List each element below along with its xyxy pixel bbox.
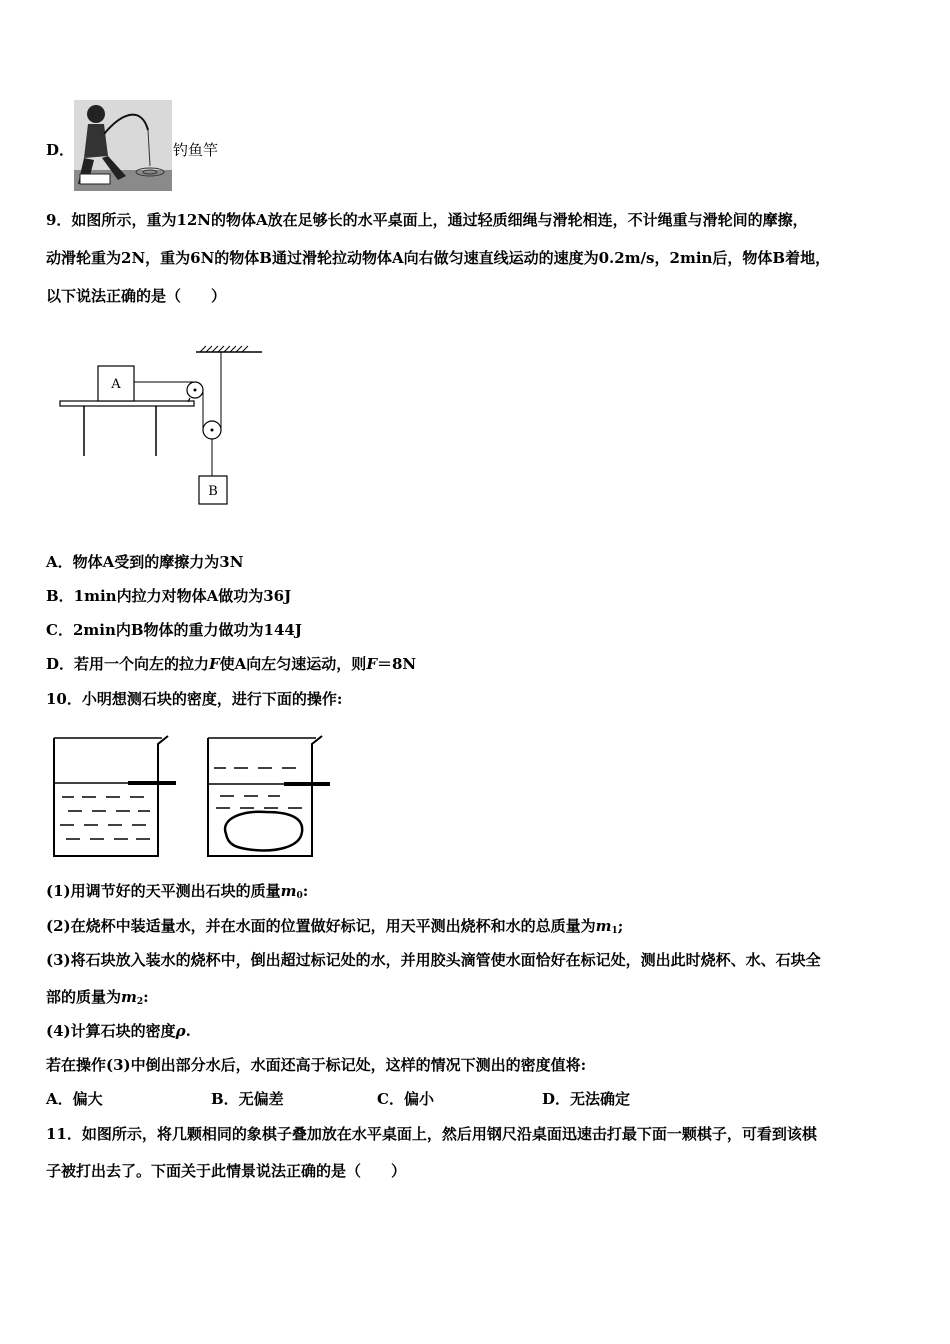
q10-step3-line1: (3)将石块放入装水的烧杯中，倒出超过标记处的水，并用胶头滴管使水面恰好在标记处，测出此时烧杯、水、石块全 (46, 951, 821, 969)
q10-step1-end: : (302, 882, 309, 900)
q10-step2-end: ; (617, 917, 624, 935)
q9-stem-line1: 9．如图所示，重为12N的物体A放在足够长的水平桌面上，通过轻质细绳与滑轮相连，不计绳重与滑轮间的摩擦， (46, 211, 808, 229)
q9-stem-line2: 动滑轮重为2N，重为6N的物体B通过滑轮拉动物体A向右做匀速直线运动的速度为0.2m/s，2min后，物体B着地， (46, 249, 831, 267)
q11-stem-line1: 11．如图所示，将几颗相同的象棋子叠加放在水平桌面上，然后用钢尺沿桌面迅速击打最下面一颗棋子，可看到该棋 (46, 1125, 817, 1143)
q8-option-d-text: 钓鱼竿 (173, 141, 219, 159)
q10-option-d: D．无法确定 (542, 1090, 631, 1108)
q9-option-a: A．物体A受到的摩擦力为3N (46, 553, 244, 571)
q10-step1 (46, 881, 308, 906)
q9-option-b: B．1min内拉力对物体A做功为36J (46, 587, 292, 605)
q9-option-c: C．2min内B物体的重力做功为144J (46, 621, 302, 639)
fishing-rod-figure (74, 100, 172, 191)
q10-step3-line2 (46, 987, 149, 1012)
q9-option-d-var1: F (209, 655, 220, 673)
q10-step3-var: m (121, 988, 137, 1006)
q10-step2-var: m (595, 917, 612, 935)
q9-option-d-middle: 使A向左匀速运动，则 (219, 655, 367, 673)
block-b-label: B (208, 484, 218, 499)
q10-option-a: A．偏大 (46, 1090, 103, 1108)
q10-step4-end: . (185, 1022, 191, 1040)
q10-step4 (46, 1021, 191, 1041)
q9-option-d-var2: F (366, 655, 377, 673)
q9-option-d-suffix: ＝8N (376, 655, 417, 673)
q10-step2-text: (2)在烧杯中装适量水，并在水面的位置做好标记，用天平测出烧杯和水的总质量为 (46, 917, 596, 935)
block-a-label: A (111, 377, 121, 392)
q10-question: 若在操作(3)中倒出部分水后，水面还高于标记处，这样的情况下测出的密度值将: (46, 1056, 587, 1074)
q10-step4-var: ρ (175, 1022, 186, 1040)
q10-option-b: B．无偏差 (211, 1090, 284, 1108)
q9-stem-line3: 以下说法正确的是（ ） (46, 287, 227, 305)
q10-step1-sub: 0 (296, 891, 303, 901)
pulley-figure (56, 338, 268, 510)
q10-step3-end: : (143, 988, 149, 1006)
q10-step4-text: (4)计算石块的密度 (46, 1022, 176, 1040)
q10-option-c: C．偏小 (377, 1090, 434, 1108)
q10-step2 (46, 916, 623, 941)
q10-stem: 10．小明想测石块的密度，进行下面的操作: (46, 690, 343, 708)
q10-step1-text: (1)用调节好的天平测出石块的质量 (46, 882, 281, 900)
beaker-figure-2 (204, 734, 334, 860)
stone (225, 812, 302, 851)
q10-step3-text: 部的质量为 (46, 988, 122, 1006)
q10-step3-sub: 2 (136, 997, 144, 1007)
q9-option-d-prefix: D．若用一个向左的拉力 (46, 655, 210, 673)
q8-option-d-letter: D． (46, 141, 75, 159)
q11-stem-line2: 子被打出去了。下面关于此情景说法正确的是（ ） (46, 1162, 407, 1180)
beaker-figure-1 (50, 734, 180, 860)
q10-step2-sub: 1 (611, 926, 618, 936)
q10-step1-var: m (280, 882, 297, 900)
q9-option-d (46, 654, 416, 674)
